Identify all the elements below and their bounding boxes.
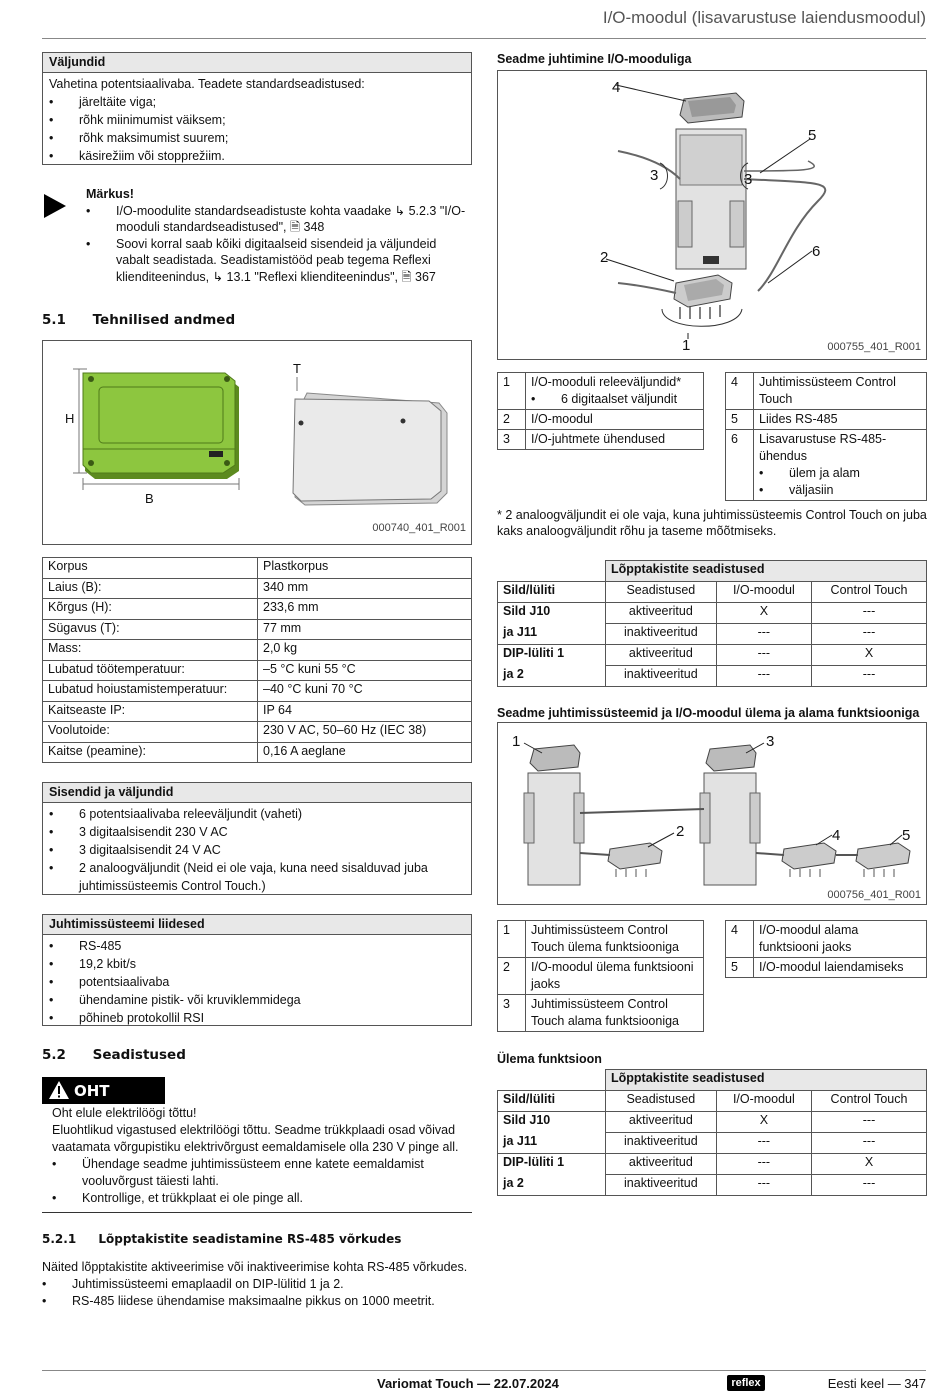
inputs-outputs-list-item <box>49 859 465 895</box>
spec-value: 230 V AC, 50–60 Hz (IEC 38) <box>258 722 472 743</box>
table-row <box>43 558 472 579</box>
note-list-item <box>86 236 466 286</box>
legend-subitem-text: 6 digitaalset väljundit <box>561 392 678 406</box>
legend-label: I/O-moodul <box>531 412 593 426</box>
table-cell: --- <box>716 1175 811 1196</box>
outputs-list-text: järeltäite viga; <box>79 95 157 109</box>
bullet-icon: • <box>49 1011 54 1025</box>
warning-list-item <box>52 1156 472 1190</box>
callout-3: 3 <box>766 733 775 750</box>
table-cell: inaktiveeritud <box>606 1175 717 1196</box>
reflex-logo-text: reflex <box>731 1377 761 1389</box>
section-5-2-1-list-text: Juhtimissüsteemi emaplaadil on DIP-lülitid 1 ja 2. <box>72 1277 344 1291</box>
warning-list-text: Ühendage seadme juhtimissüsteem enne katete eemaldamist vooluvõrgust täiesti lahti. <box>82 1157 424 1188</box>
device-dimensions-drawing <box>43 341 471 544</box>
legend-number: 4 <box>726 373 754 410</box>
section-5-2-1-body <box>42 1259 472 1310</box>
legend-number: 5 <box>726 958 754 978</box>
warning-title: Oht elule elektrilöögi tõttu! <box>52 1106 197 1120</box>
legend-row <box>498 410 704 430</box>
table-cell: aktiveeritud <box>606 645 717 666</box>
section-5-2-1-list-text: RS-485 liidese ühendamise maksimaalne pikkus on 1000 meetrit. <box>72 1294 435 1308</box>
interfaces-list-text: ühendamine pistik- või kruviklemmidega <box>79 993 301 1007</box>
note-block <box>86 186 466 285</box>
legend-number: 2 <box>498 410 526 430</box>
section-5-2-number: 5.2 <box>42 1047 66 1063</box>
figure-755-legend-right <box>725 372 927 501</box>
warning-list-item <box>52 1190 472 1207</box>
legend-text <box>526 921 704 958</box>
note-list-item <box>86 203 466 236</box>
interfaces-list-item <box>49 937 465 955</box>
bullet-icon: • <box>759 466 764 480</box>
footer-page: Eesti keel — 347 <box>827 1376 926 1391</box>
note-list-text: I/O-moodulite standardseadistuste kohta vaadake ↳ 5.2.3 "I/O-mooduli standardseadistused", 🗎 348 <box>116 203 466 234</box>
interfaces-box <box>42 914 472 1026</box>
inputs-outputs-list-text: 3 digitaalsisendit 230 V AC <box>79 825 228 839</box>
header-rule <box>42 38 926 39</box>
legend-label: I/O-juhtmete ühendused <box>531 432 666 446</box>
callout-6: 6 <box>812 243 821 260</box>
dimension-label-b: B <box>145 491 154 506</box>
legend-subitem-text: ülem ja alam <box>789 466 860 480</box>
bullet-icon: • <box>49 825 54 839</box>
legend-row <box>498 430 704 450</box>
outputs-box <box>42 52 472 165</box>
legend-label: I/O-mooduli releeväljundid* <box>531 375 682 389</box>
figure-755-legend-left <box>497 372 704 450</box>
spec-label: Korpus <box>43 558 258 579</box>
interfaces-list-item <box>49 973 465 991</box>
legend-text <box>754 921 927 958</box>
master-function-heading: Ülema funktsioon <box>497 1052 602 1066</box>
note-list <box>86 203 466 286</box>
bullet-icon: • <box>86 236 91 251</box>
note-arrow-icon <box>44 194 66 218</box>
row-label: ja J11 <box>498 1133 606 1154</box>
table-group-header: Lõpptakistite seadistused <box>606 561 927 582</box>
interfaces-list-text: põhineb protokollil RSI <box>79 1011 205 1025</box>
outputs-list-item <box>49 111 465 129</box>
legend-row <box>726 410 927 430</box>
table-row <box>498 1112 927 1133</box>
interfaces-list-text: RS-485 <box>79 939 122 953</box>
table-cell: --- <box>812 603 927 624</box>
bullet-icon: • <box>49 993 54 1007</box>
row-label: ja J11 <box>498 624 606 645</box>
table-row <box>43 619 472 640</box>
table-cell: --- <box>716 1133 811 1154</box>
legend-text <box>526 958 704 995</box>
section-5-2-1-list-item <box>42 1293 472 1310</box>
danger-label <box>42 1077 165 1104</box>
bullet-icon: • <box>49 975 54 989</box>
bullet-icon: • <box>49 957 54 971</box>
interfaces-list <box>43 935 471 1029</box>
table-cell: --- <box>812 666 927 687</box>
table-cell: aktiveeritud <box>606 1112 717 1133</box>
callout-5: 5 <box>902 827 911 844</box>
table-cell: --- <box>812 1133 927 1154</box>
figure-756-legend-left <box>497 920 704 1032</box>
section-5-2-title: Seadistused <box>92 1047 186 1063</box>
bullet-icon: • <box>49 95 54 109</box>
table-row <box>43 640 472 661</box>
spec-label: Laius (B): <box>43 578 258 599</box>
table-row <box>43 660 472 681</box>
io-module-drawing <box>498 71 926 359</box>
table-column-row <box>498 582 927 603</box>
outputs-intro: Vahetina potentsiaalivaba. Teadete standardseadistused: <box>49 77 365 91</box>
table-row <box>498 645 927 666</box>
dimension-label-t: T <box>293 361 301 376</box>
callout-1: 1 <box>682 337 691 354</box>
column-header: Control Touch <box>812 1091 927 1112</box>
spec-label: Mass: <box>43 640 258 661</box>
callout-3-left: 3 <box>650 167 659 184</box>
section-5-2-1-number: 5.2.1 <box>42 1232 77 1246</box>
legend-label: Lisavarustuse RS-485-ühendus <box>759 432 887 463</box>
spec-value: –40 °C kuni 70 °C <box>258 681 472 702</box>
figure-code: 000756_401_R001 <box>827 889 921 901</box>
callout-1: 1 <box>512 733 521 750</box>
interfaces-list-item <box>49 1009 465 1027</box>
table-cell: --- <box>716 1154 811 1175</box>
table-cell: --- <box>812 624 927 645</box>
table-group-header: Lõpptakistite seadistused <box>606 1070 927 1091</box>
spec-value: IP 64 <box>258 701 472 722</box>
section-5-1-number: 5.1 <box>42 312 66 328</box>
legend-subitem-text: väljasiin <box>789 483 834 497</box>
inputs-outputs-list-text: 3 digitaalsisendit 24 V AC <box>79 843 221 857</box>
empty-cell <box>498 1070 606 1091</box>
footer-product: Variomat Touch — 22.07.2024 <box>377 1376 559 1391</box>
inputs-outputs-box <box>42 782 472 895</box>
footer-rule <box>42 1370 926 1371</box>
legend-row <box>498 373 704 410</box>
legend-row <box>726 373 927 410</box>
section-5-2-1-list <box>42 1276 472 1310</box>
spec-label: Kaitse (peamine): <box>43 742 258 763</box>
spec-value: 340 mm <box>258 578 472 599</box>
table-cell: --- <box>812 1112 927 1133</box>
spec-label: Voolutoide: <box>43 722 258 743</box>
interfaces-list-text: potentsiaalivaba <box>79 975 170 989</box>
table-row <box>498 1175 927 1196</box>
column-header: Sild/lüliti <box>498 1091 606 1112</box>
row-label: Sild J10 <box>498 1112 606 1133</box>
table-row <box>498 624 927 645</box>
row-label: Sild J10 <box>498 603 606 624</box>
legend-label: Juhtimissüsteem Control Touch <box>759 375 896 406</box>
legend-text <box>754 410 927 430</box>
interfaces-list-text: 19,2 kbit/s <box>79 957 136 971</box>
table-cell: --- <box>812 1175 927 1196</box>
row-label: ja 2 <box>498 1175 606 1196</box>
outputs-list-text: rõhk miinimumist väiksem; <box>79 113 226 127</box>
table-cell: inaktiveeritud <box>606 1133 717 1154</box>
table-cell: inaktiveeritud <box>606 624 717 645</box>
interfaces-title: Juhtimissüsteemi liidesed <box>43 915 471 935</box>
spec-label: Lubatud hoiustamistemperatuur: <box>43 681 258 702</box>
bullet-icon: • <box>49 149 54 163</box>
bullet-icon: • <box>42 1294 47 1308</box>
section-5-2-heading <box>42 1047 186 1063</box>
section-5-1-heading <box>42 312 235 328</box>
section-5-2-1-intro: Näited lõpptakistite aktiveerimise või inaktiveerimise kohta RS-485 võrkudes. <box>42 1260 468 1274</box>
column-header: I/O-moodul <box>716 582 811 603</box>
outputs-list-text: käsirežiim või stopprežiim. <box>79 149 225 163</box>
legend-text <box>526 373 704 410</box>
warning-text: Eluohtlikud vigastused elektrilöögi tõttu. Seadme trükkplaadi osad võivad vaatamata võrgupistiku elektrivõrgust eemaldamisele olla 230 V pinge all. <box>52 1123 459 1154</box>
spec-value: 2,0 kg <box>258 640 472 661</box>
warning-block <box>52 1105 472 1207</box>
footnote: * 2 analoogväljundit ei ole vaja, kuna juhtimissüsteemis Control Touch on juba kaks analoogväljundit rõhu ja taseme mõõtmiseks. <box>497 508 927 538</box>
row-label: DIP-lüliti 1 <box>498 645 606 666</box>
table-cell: X <box>716 603 811 624</box>
interfaces-list-item <box>49 991 465 1009</box>
legend-text <box>754 430 927 501</box>
table-row <box>498 1133 927 1154</box>
legend-label: I/O-moodul ülema funktsiooni jaoks <box>531 960 694 991</box>
dimension-label-h: H <box>65 411 75 426</box>
legend-number: 4 <box>726 921 754 958</box>
callout-4: 4 <box>612 79 621 96</box>
table-header-row <box>498 561 927 582</box>
warning-list-text: Kontrollige, et trükkplaat ei ole pinge all. <box>82 1191 303 1205</box>
bullet-icon: • <box>49 939 54 953</box>
legend-subitem <box>759 465 921 482</box>
bullet-icon: • <box>531 392 536 406</box>
table-cell: --- <box>716 666 811 687</box>
legend-text <box>754 373 927 410</box>
bullet-icon: • <box>86 203 91 218</box>
legend-number: 1 <box>498 373 526 410</box>
empty-cell <box>498 561 606 582</box>
section-5-2-1-list-item <box>42 1276 472 1293</box>
column-header: Seadistused <box>606 582 717 603</box>
row-label: ja 2 <box>498 666 606 687</box>
legend-text <box>526 410 704 430</box>
spec-value: –5 °C kuni 55 °C <box>258 660 472 681</box>
bullet-icon: • <box>49 843 54 857</box>
table-row <box>43 701 472 722</box>
legend-label: I/O-moodul laiendamiseks <box>759 960 904 974</box>
legend-row <box>498 921 704 958</box>
legend-label: Juhtimissüsteem Control Touch ülema funktsiooniga <box>531 923 680 954</box>
spec-value: Plastkorpus <box>258 558 472 579</box>
column-header: Sild/lüliti <box>498 582 606 603</box>
danger-label-text: OHT <box>74 1081 110 1100</box>
bullet-icon: • <box>52 1191 57 1205</box>
inputs-outputs-list-text: 6 potentsiaalivaba releeväljundit (vaheti) <box>79 807 303 821</box>
warning-rule <box>42 1212 472 1213</box>
bullet-icon: • <box>759 483 764 497</box>
spec-label: Kaitseaste IP: <box>43 701 258 722</box>
table-row <box>43 578 472 599</box>
termination-table-1 <box>497 560 927 687</box>
reflex-logo <box>727 1375 765 1391</box>
legend-label: Liides RS-485 <box>759 412 838 426</box>
table-cell: --- <box>716 624 811 645</box>
legend-number: 3 <box>498 995 526 1032</box>
io-module-figure <box>497 70 927 360</box>
legend-number: 6 <box>726 430 754 501</box>
table-cell: inaktiveeritud <box>606 666 717 687</box>
legend-row <box>498 995 704 1032</box>
section-5-2-1-heading <box>42 1232 401 1246</box>
inputs-outputs-list-text: 2 analoogväljundit (Neid ei ole vaja, kuna need sisalduvad juba juhtimissüsteemis Control Touch.) <box>79 861 428 893</box>
master-slave-drawing <box>498 723 926 904</box>
figure-755-title: Seadme juhtimine I/O-mooduliga <box>497 52 692 66</box>
table-header-row <box>498 1070 927 1091</box>
inputs-outputs-list-item <box>49 823 465 841</box>
callout-5: 5 <box>808 127 817 144</box>
legend-row <box>498 958 704 995</box>
spec-value: 233,6 mm <box>258 599 472 620</box>
legend-number: 5 <box>726 410 754 430</box>
outputs-title: Väljundid <box>43 53 471 73</box>
spec-label: Lubatud töötemperatuur: <box>43 660 258 681</box>
column-header: Seadistused <box>606 1091 717 1112</box>
spec-value: 77 mm <box>258 619 472 640</box>
bullet-icon: • <box>52 1157 57 1171</box>
table-cell: aktiveeritud <box>606 1154 717 1175</box>
section-5-1-title: Tehnilised andmed <box>92 312 236 328</box>
outputs-list-text: rõhk maksimumist suurem; <box>79 131 229 145</box>
figure-756-legend-right <box>725 920 927 978</box>
callout-3-right: 3 <box>744 171 753 188</box>
legend-label: I/O-moodul alama funktsiooni jaoks <box>759 923 859 954</box>
legend-text <box>754 958 927 978</box>
table-row <box>43 742 472 763</box>
table-row <box>498 603 927 624</box>
spec-value: 0,16 A aeglane <box>258 742 472 763</box>
figure-code: 000755_401_R001 <box>827 341 921 353</box>
legend-label: Juhtimissüsteem Control Touch alama funktsiooniga <box>531 997 680 1028</box>
inputs-outputs-list-item <box>49 841 465 859</box>
figure-code: 000740_401_R001 <box>372 522 466 534</box>
row-label: DIP-lüliti 1 <box>498 1154 606 1175</box>
warning-list <box>52 1156 472 1207</box>
table-row <box>43 599 472 620</box>
table-row <box>498 666 927 687</box>
outputs-list <box>49 93 465 165</box>
figure-756-title: Seadme juhtimissüsteemid ja I/O-moodul ülema ja alama funktsiooniga <box>497 706 920 720</box>
spec-label: Sügavus (T): <box>43 619 258 640</box>
legend-subitem <box>531 391 698 408</box>
table-cell: X <box>812 645 927 666</box>
outputs-list-item <box>49 129 465 147</box>
table-cell: aktiveeritud <box>606 603 717 624</box>
device-dimensions-figure <box>42 340 472 545</box>
legend-text <box>526 995 704 1032</box>
bullet-icon: • <box>49 113 54 127</box>
outputs-list-item <box>49 147 465 165</box>
warning-triangle-icon <box>48 1080 70 1100</box>
table-cell: --- <box>716 645 811 666</box>
running-header: I/O-moodul (lisavarustuse laiendusmoodul) <box>602 8 926 27</box>
table-cell: X <box>716 1112 811 1133</box>
bullet-icon: • <box>42 1277 47 1291</box>
callout-2: 2 <box>600 249 609 266</box>
column-header: Control Touch <box>812 582 927 603</box>
note-title: Märkus! <box>86 187 134 201</box>
outputs-list-item <box>49 93 465 111</box>
bullet-icon: • <box>49 807 54 821</box>
legend-number: 1 <box>498 921 526 958</box>
bullet-icon: • <box>49 861 54 875</box>
bullet-icon: • <box>49 131 54 145</box>
section-5-2-1-title: Lõpptakistite seadistamine RS-485 võrkudes <box>98 1232 402 1246</box>
table-row <box>43 681 472 702</box>
legend-text <box>526 430 704 450</box>
legend-number: 3 <box>498 430 526 450</box>
column-header: I/O-moodul <box>716 1091 811 1112</box>
inputs-outputs-list <box>43 803 471 897</box>
legend-row <box>726 921 927 958</box>
inputs-outputs-title: Sisendid ja väljundid <box>43 783 471 803</box>
table-row <box>43 722 472 743</box>
interfaces-list-item <box>49 955 465 973</box>
table-row <box>498 1154 927 1175</box>
termination-table-2 <box>497 1069 927 1196</box>
spec-label: Kõrgus (H): <box>43 599 258 620</box>
master-slave-figure <box>497 722 927 905</box>
note-list-text: Soovi korral saab kõiki digitaalseid sisendeid ja väljundeid vabalt seadistada. Seadistamistööd peab tegema Reflexi klienditeenindus, ↳ 13.1 "Reflexi klienditeenindus", 🗎 367 <box>116 236 437 284</box>
legend-number: 2 <box>498 958 526 995</box>
callout-4: 4 <box>832 827 841 844</box>
legend-subitem <box>759 482 921 499</box>
table-column-row <box>498 1091 927 1112</box>
legend-row <box>726 430 927 501</box>
inputs-outputs-list-item <box>49 805 465 823</box>
table-cell: X <box>812 1154 927 1175</box>
callout-2: 2 <box>676 823 685 840</box>
specifications-table <box>42 557 472 763</box>
legend-row <box>726 958 927 978</box>
